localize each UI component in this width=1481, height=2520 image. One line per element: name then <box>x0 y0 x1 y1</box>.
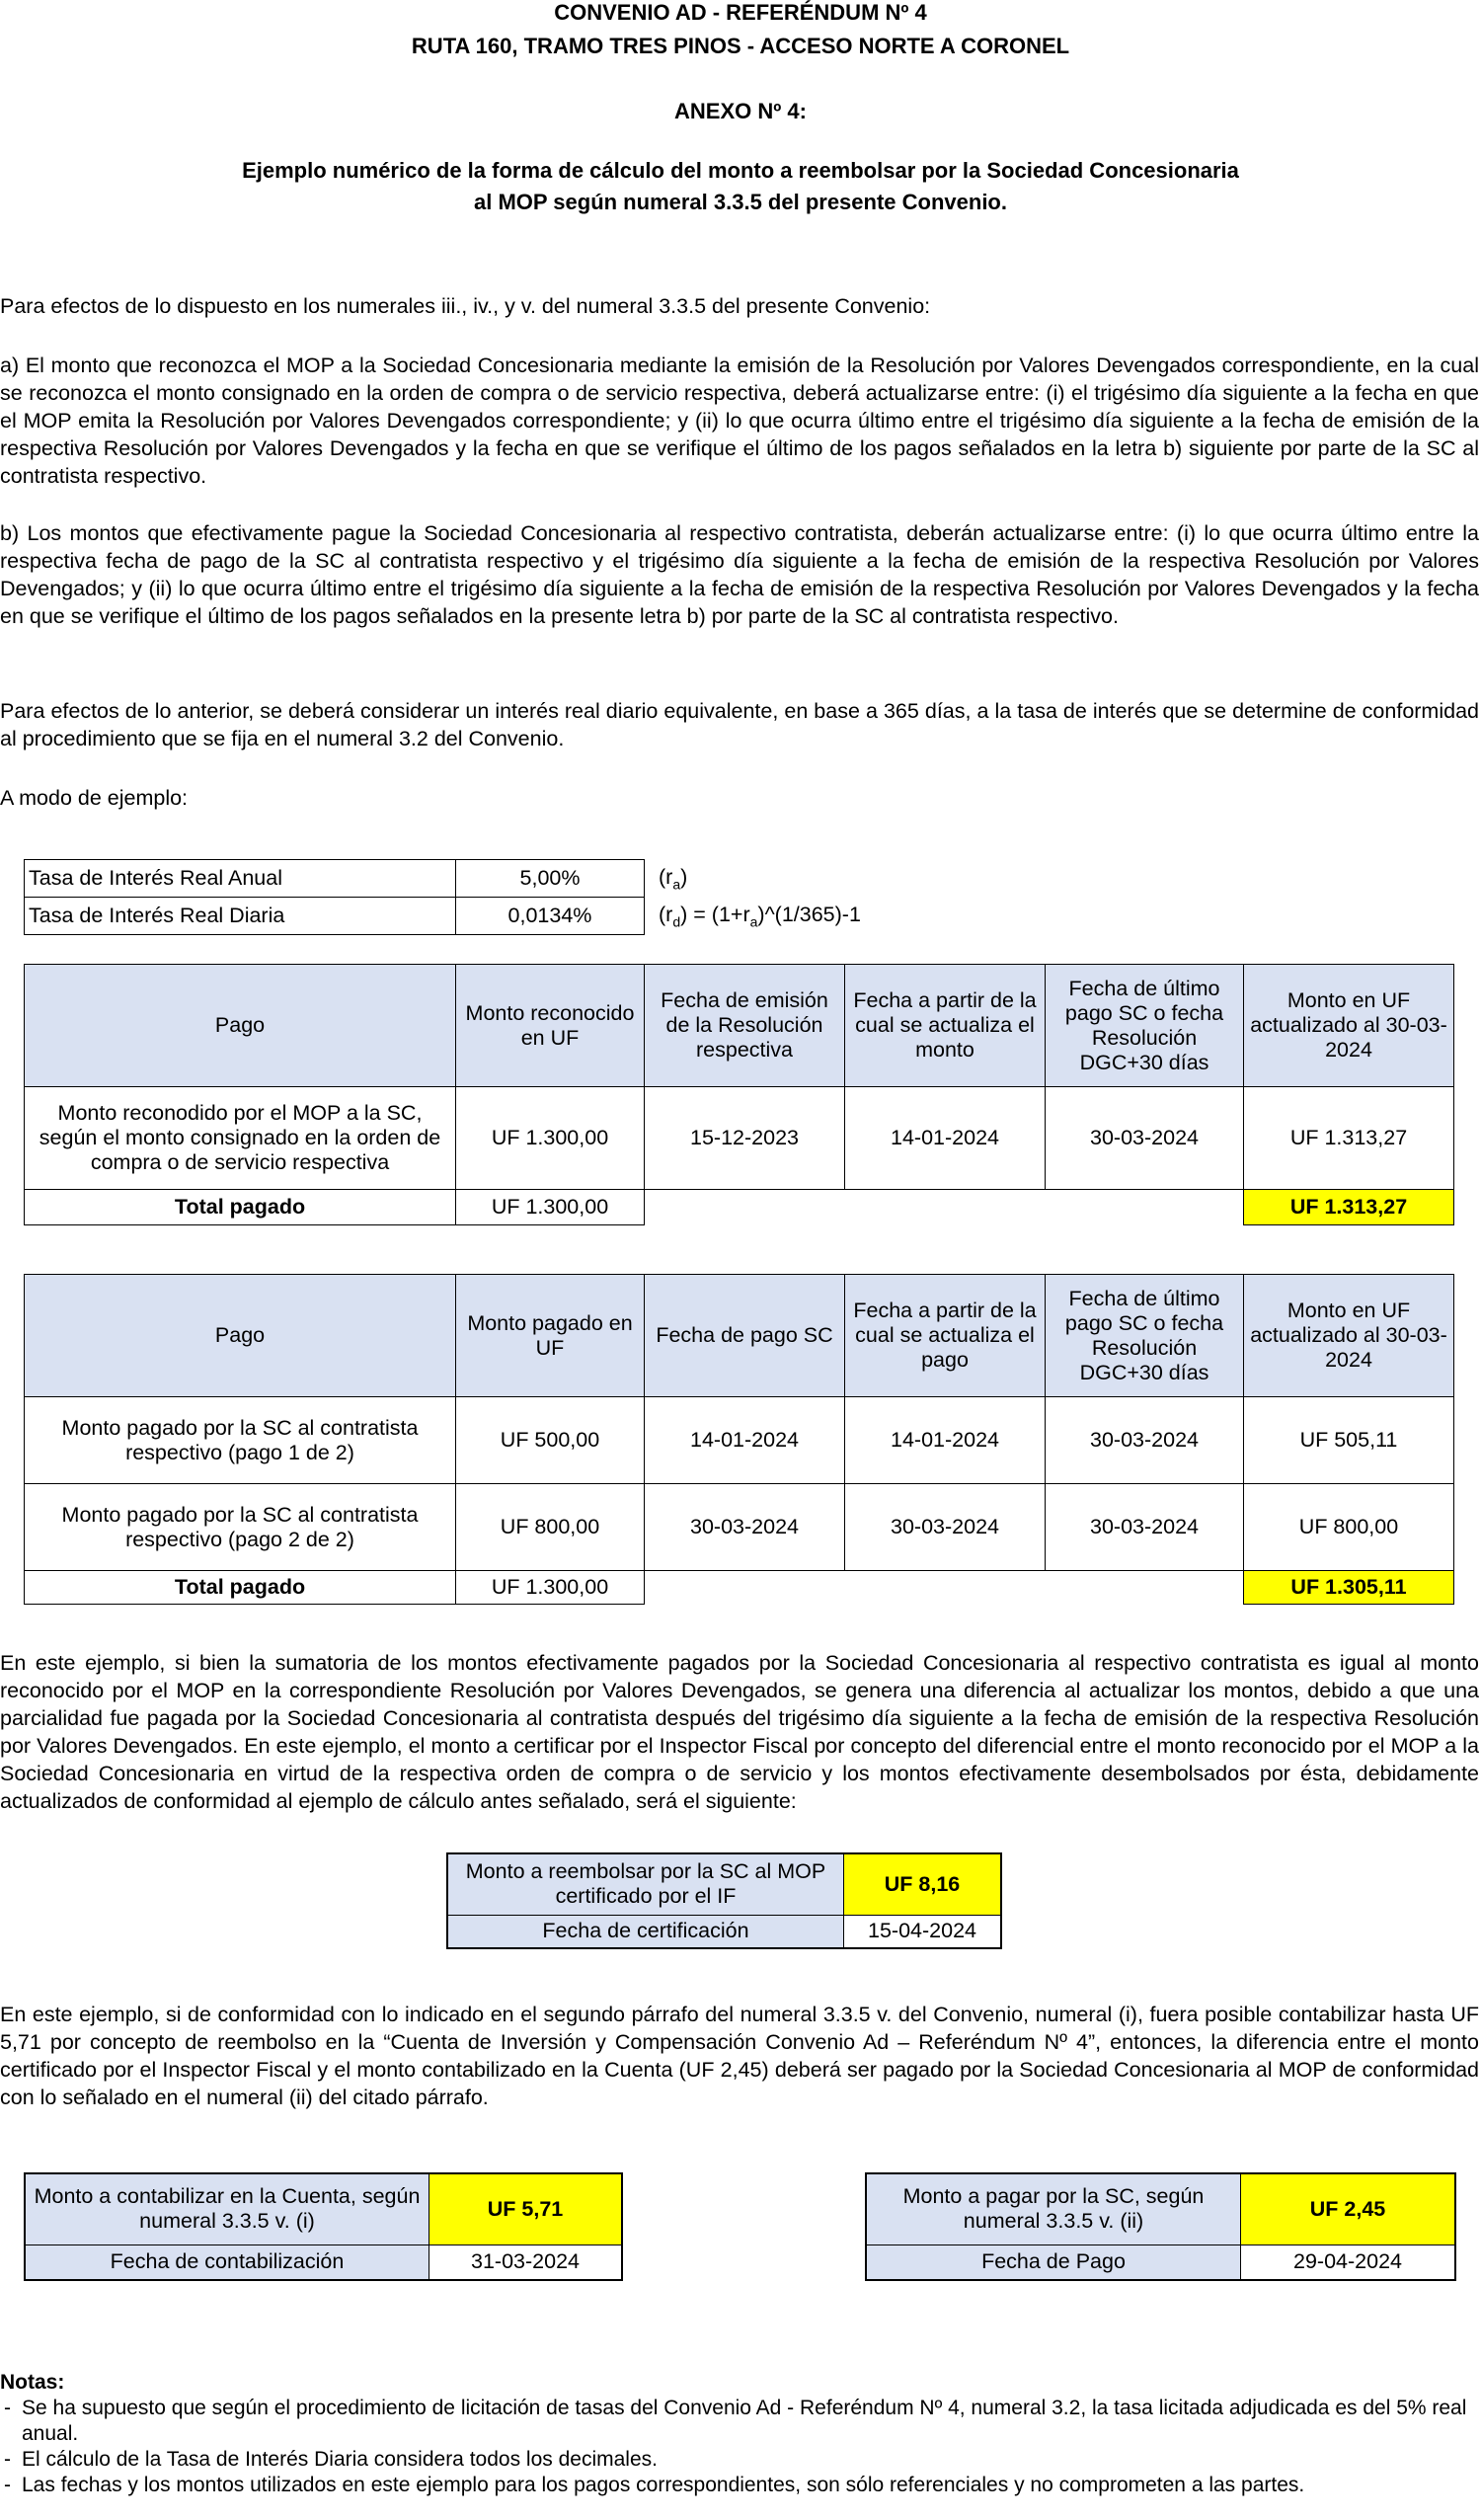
rates-table <box>24 859 1078 935</box>
payment-date-value: 29-04-2024 <box>1241 2244 1456 2280</box>
difference-paragraph: En este ejemplo, si bien la sumatoria de los montos efectivamente pagados por la Sociedad Concesionaria al respectivo contratista es igual al monto reconocido por el MOP en la correspondiente Resolución por Valores Devengados, se genera una diferencia al actualizar los montos, debido a que una parcialidad fue pagada por la Sociedad Concesionaria al contratista después del trigésimo día siguiente a la fecha de emisión de la respectiva Resolución por Valores Devengados. En este ejemplo, el monto a certificar por el Inspector Fiscal por concepto del diferencial entre el monto reconocido por el MOP a la Sociedad Concesionaria en virtud de la respectiva orden de compra o de servicio y los montos efectivamente desembolsados por ésta, debidamente actualizados de conformidad al ejemplo de cálculo antes señalado, será el siguiente: <box>0 1651 1479 1813</box>
account-value: UF 5,71 <box>429 2173 623 2244</box>
doc-title-line2: RUTA 160, TRAMO TRES PINOS - ACCESO NORTE A CORONEL <box>411 34 1070 58</box>
doc-title-line1: CONVENIO AD - REFERÉNDUM Nº 4 <box>554 0 927 25</box>
t1-header-fecha-emision: Fecha de emisión de la Resolución respectiva <box>645 965 845 1087</box>
t2-total-label: Total pagado <box>25 1571 456 1605</box>
notes-title: Notas: <box>0 2371 65 2394</box>
example-intro: A modo de ejemplo: <box>0 786 189 810</box>
certification-table <box>446 1852 1002 1949</box>
t2-header-fecha-pago: Fecha de pago SC <box>645 1275 845 1397</box>
annual-rate-label: Tasa de Interés Real Anual <box>25 860 456 898</box>
t1-header-pago: Pago <box>25 965 456 1087</box>
t2-row2-monto: UF 800,00 <box>456 1484 645 1571</box>
t2-total-amount: UF 1.300,00 <box>456 1571 645 1605</box>
account-table <box>24 2172 623 2281</box>
t1-header-fecha-actualiza: Fecha a partir de la cual se actualiza el monto <box>845 965 1046 1087</box>
t2-row1-monto-actualizado: UF 505,11 <box>1244 1397 1454 1484</box>
intro-paragraph: Para efectos de lo dispuesto en los numerales iii., iv., y v. del numeral 3.3.5 del presente Convenio: <box>0 294 931 318</box>
t1-total-label: Total pagado <box>25 1190 456 1225</box>
annual-rate-note: $(r_a)$ <box>659 864 688 893</box>
t2-total-updated: UF 1.305,11 <box>1244 1571 1454 1605</box>
t2-row1-pago: Monto pagado por la SC al contratista respectivo (pago 1 de 2) <box>25 1397 456 1484</box>
daily-rate-label: Tasa de Interés Real Diaria <box>25 898 456 935</box>
t2-row2-fecha-pago: 30-03-2024 <box>645 1484 845 1571</box>
annex-subtitle-line1: Ejemplo numérico de la forma de cálculo del monto a reembolsar por la Sociedad Concesionaria <box>242 158 1239 183</box>
t2-row1-fecha-pago: 14-01-2024 <box>645 1397 845 1484</box>
t2-row2-fecha-ultimo: 30-03-2024 <box>1046 1484 1244 1571</box>
certify-date-value: 15-04-2024 <box>844 1915 1002 1948</box>
t1-header-monto-actualizado: Monto en UF actualizado al 30-03-2024 <box>1244 965 1454 1087</box>
t2-row1-fecha-ultimo: 30-03-2024 <box>1046 1397 1244 1484</box>
certify-label: Monto a reembolsar por la SC al MOP certificado por el IF <box>447 1853 844 1915</box>
paragraph-a: a) El monto que reconozca el MOP a la Sociedad Concesionaria mediante la emisión de la Resolución por Valores Devengados correspondiente, en la cual se reconozca el monto consignado en la orden de compra o de servicio respectiva, deberá actualizarse entre: (i) el trigésimo día siguiente a la fecha en que el MOP emita la Resolución por Valores Devengados correspondiente; y (ii) lo que ocurra último entre el trigésimo día siguiente a la fecha de emisión de la respectiva Resolución por Valores Devengados y la fecha en que se verifique el último de los pagos señalados en la letra b) siguiente por parte de la SC al contratista respectivo. <box>0 354 1479 488</box>
notes-section <box>0 2370 1481 2498</box>
t2-header-fecha-actualiza: Fecha a partir de la cual se actualiza el pago <box>845 1275 1046 1397</box>
paragraph-b: b) Los montos que efectivamente pague la Sociedad Concesionaria al respectivo contratista, deberán actualizarse entre: (i) lo que ocurra último entre la respectiva fecha de pago de la SC al contratista respectivo y el trigésimo día siguiente a la fecha de emisión de la respectiva Resolución por Valores Devengados; y (ii) lo que ocurra último entre el trigésimo día siguiente a la fecha de emisión de la respectiva Resolución por Valores Devengados y la fecha en que se verifique el último de los pagos señalados en la presente letra b) por parte de la SC al contratista respectivo. <box>0 521 1479 628</box>
t1-row-fecha-emision: 15-12-2023 <box>645 1087 845 1190</box>
t1-row-fecha-ultimo: 30-03-2024 <box>1046 1087 1244 1190</box>
annual-rate-value: 5,00% <box>456 860 645 898</box>
t2-row1-fecha-actualiza: 14-01-2024 <box>845 1397 1046 1484</box>
t1-row-monto-actualizado: UF 1.313,27 <box>1244 1087 1454 1190</box>
payment-table <box>865 2172 1456 2281</box>
t1-total-amount: UF 1.300,00 <box>456 1190 645 1225</box>
t1-header-monto: Monto reconocido en UF <box>456 965 645 1087</box>
t2-row2-pago: Monto pagado por la SC al contratista respectivo (pago 2 de 2) <box>25 1484 456 1571</box>
annex-subtitle-line2: al MOP según numeral 3.3.5 del presente Convenio. <box>474 190 1007 214</box>
daily-rate-value: 0,0134% <box>456 898 645 935</box>
payment-label: Monto a pagar por la SC, según numeral 3.3.5 v. (ii) <box>866 2173 1241 2244</box>
payment-date-label: Fecha de Pago <box>866 2244 1241 2280</box>
note-item: - Las fechas y los montos utilizados en este ejemplo para los pagos correspondientes, son sólo referenciales y no comprometen a las partes. <box>0 2473 1481 2498</box>
certify-value: UF 8,16 <box>844 1853 1002 1915</box>
t1-row-pago: Monto reconodido por el MOP a la SC, según el monto consignado en la orden de compra o de servicio respectiva <box>25 1087 456 1190</box>
payment-value: UF 2,45 <box>1241 2173 1456 2244</box>
t1-row-fecha-actualiza: 14-01-2024 <box>845 1087 1046 1190</box>
t2-header-pago: Pago <box>25 1275 456 1397</box>
daily-rate-formula: $(r_d)$ = $(1+r_a)\^{}(1/365)-1$ <box>659 902 861 930</box>
account-date-label: Fecha de contabilización <box>25 2244 429 2280</box>
account-date-value: 31-03-2024 <box>429 2244 623 2280</box>
t2-header-monto: Monto pagado en UF <box>456 1275 645 1397</box>
t2-row2-monto-actualizado: UF 800,00 <box>1244 1484 1454 1571</box>
certify-date-label: Fecha de certificación <box>447 1915 844 1948</box>
t1-row-monto: UF 1.300,00 <box>456 1087 645 1190</box>
annex-title: ANEXO Nº 4: <box>674 99 807 123</box>
account-paragraph: En este ejemplo, si de conformidad con lo indicado en el segundo párrafo del numeral 3.3.5 v. del Convenio, numeral (i), fuera posible contabilizar hasta UF 5,71 por concepto de reembolso en la “Cuenta de Inversión y Compensación Convenio Ad – Referéndum Nº 4”, entonces, la diferencia entre el monto certificado por el Inspector Fiscal y el monto contabilizado en la Cuenta (UF 2,45) deberá ser pagado por la Sociedad Concesionaria al MOP de conformidad con lo señalado en el numeral (ii) del citado párrafo. <box>0 2003 1479 2109</box>
t1-header-fecha-ultimo: Fecha de último pago SC o fecha Resolución DGC+30 días <box>1046 965 1244 1087</box>
t1-total-updated: UF 1.313,27 <box>1244 1190 1454 1225</box>
account-label: Monto a contabilizar en la Cuenta, según numeral 3.3.5 v. (i) <box>25 2173 429 2244</box>
t2-row2-fecha-actualiza: 30-03-2024 <box>845 1484 1046 1571</box>
t2-header-fecha-ultimo: Fecha de último pago SC o fecha Resolución DGC+30 días <box>1046 1275 1244 1397</box>
t2-header-monto-actualizado: Monto en UF actualizado al 30-03-2024 <box>1244 1275 1454 1397</box>
interest-paragraph: Para efectos de lo anterior, se deberá considerar un interés real diario equivalente, en base a 365 días, a la tasa de interés que se determine de conformidad al procedimiento que se fija en el numeral 3.2 del Convenio. <box>0 699 1479 750</box>
paid-amount-table <box>24 1274 1454 1605</box>
t2-row1-monto: UF 500,00 <box>456 1397 645 1484</box>
recognized-amount-table <box>24 964 1454 1225</box>
note-item: - El cálculo de la Tasa de Interés Diaria considera todos los decimales. <box>0 2447 1481 2473</box>
note-item: - Se ha supuesto que según el procedimiento de licitación de tasas del Convenio Ad - Referéndum Nº 4, numeral 3.2, la tasa licitada adjudicada es del 5% real anual. <box>0 2396 1481 2447</box>
